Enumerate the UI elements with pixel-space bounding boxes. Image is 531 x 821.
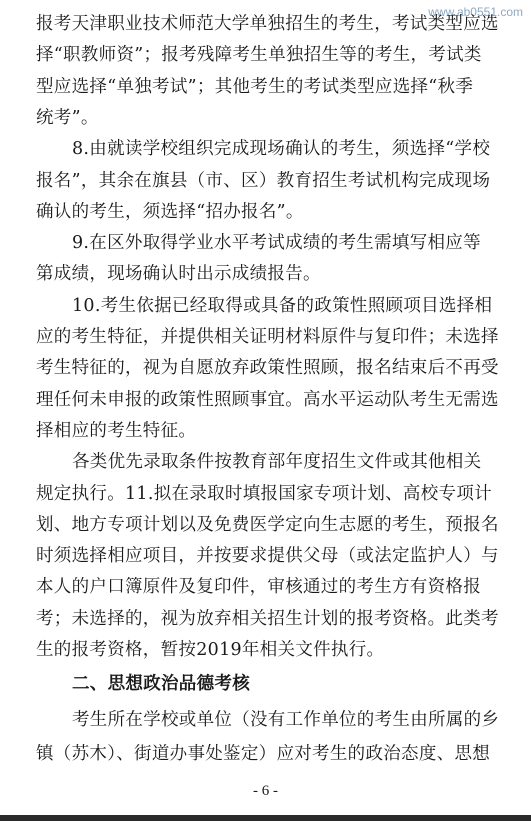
paragraph-political-line: 考生所在学校或单位（没有工作单位的考生由所属的乡: [72, 710, 500, 730]
text-line: 理任何未申报的政策性照顾事宜。高水平运动队考生无需选: [36, 389, 499, 410]
paragraph-10-line: 10.考生依据已经取得或具备的政策性照顾项目选择相: [72, 295, 493, 316]
page-number: - 6 -: [253, 783, 278, 799]
text-line: 择相应的考生特征。: [36, 420, 197, 441]
text-line: 报名”，其余在旗县（市、区）教育招生考试机构完成现场: [36, 170, 491, 191]
text-line: 型应选择“单独考试”；其他考生的考试类型应选择“秋季: [36, 76, 474, 97]
page-bottom-rule: [0, 815, 531, 821]
text-line: 生的报考资格，暂按2019年相关文件执行。: [36, 640, 385, 660]
text-line: 划、地方专项计划以及免费医学定向生志愿的考生，预报名: [36, 514, 499, 535]
text-line: 镇（苏木）、街道办事处鉴定）应对考生的政治态度、思想: [36, 744, 491, 764]
section-heading: 二、思想政治品德考核: [72, 674, 250, 694]
paragraph-9-line: 9.在区外取得学业水平考试成绩的考生需填写相应等: [72, 233, 481, 254]
text-line: 时须选择相应项目，并按要求提供父母（或法定监护人）与: [36, 546, 499, 567]
text-line: 第成绩，现场确认时出示成绩报告。: [36, 264, 321, 285]
text-line: 规定执行。11.拟在录取时填报国家专项计划、高校专项计: [36, 483, 492, 504]
paragraph-8-line: 8.由就读学校组织完成现场确认的考生，须选择“学校: [72, 139, 491, 160]
text-line: 考生特征的，视为自愿放弃政策性照顾，报名结束后不再受: [36, 358, 499, 379]
text-line: 考；未选择的，视为放弃相关招生计划的报考资格。此类考: [36, 608, 499, 629]
text-line: 应的考生特征，并提供相关证明材料原件与复印件；未选择: [36, 327, 499, 347]
text-line: 确认的考生，须选择“招办报名”。: [36, 201, 304, 222]
paragraph-priority-line: 各类优先录取条件按教育部年度招生文件或其他相关: [72, 452, 482, 473]
text-line: 报考天津职业技术师范大学单独招生的考生，考试类型应选: [36, 14, 499, 34]
text-line: 统考”。: [36, 107, 99, 128]
text-line: 本人的户口簿原件及复印件，审核通过的考生方有资格报: [36, 577, 481, 598]
watermark: www.ab0551.com: [428, 5, 523, 19]
text-line: 择“职教师资”；报考残障考生单独招生等的考生，考试类: [36, 45, 482, 66]
